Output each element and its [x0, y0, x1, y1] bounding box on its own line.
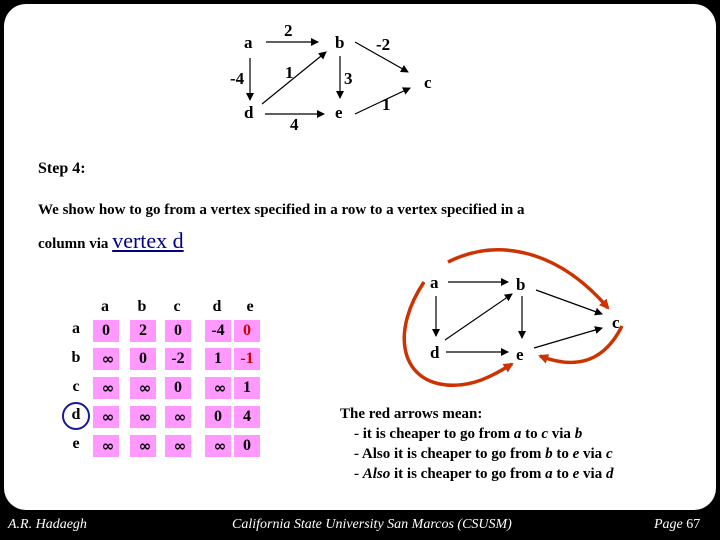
col-header-d: d — [212, 298, 222, 315]
col-header-e: e — [246, 298, 254, 315]
r-edge-db — [445, 294, 512, 340]
matrix-cell-e-b: ∞ — [130, 435, 156, 457]
step-label: Step 4: — [38, 160, 86, 177]
row-header-a: a — [72, 320, 80, 337]
footer-author: A.R. Hadaegh — [8, 517, 87, 532]
footer-page-label: Page — [654, 517, 683, 532]
vertex-d-label: vertex d — [112, 228, 184, 253]
matrix-cell-d-a: ∞ — [93, 406, 119, 428]
matrix-cell-c-a: ∞ — [93, 377, 119, 399]
footer-university: California State University San Marcos (CSUSM) — [232, 517, 512, 532]
explanation-title: The red arrows mean: — [340, 406, 483, 422]
matrix-cell-a-d: -4 — [205, 320, 231, 342]
red-arrow-b-to-e — [540, 326, 622, 363]
matrix-cell-d-e: 4 — [234, 406, 260, 428]
node-d: d — [244, 103, 254, 122]
col-header-c: c — [173, 298, 181, 315]
explanation-line1: - it is cheaper to go from a to c via b — [354, 426, 583, 442]
explanation-line2: - Also it is cheaper to go from b to e via c — [354, 446, 613, 462]
matrix-cell-d-c: ∞ — [165, 406, 191, 428]
r-node-c: c — [612, 313, 620, 332]
description-line1: We show how to go from a vertex specified in a row to a vertex specified in a — [38, 202, 525, 218]
node-a: a — [244, 33, 253, 52]
node-e: e — [335, 103, 343, 122]
matrix-cell-a-b: 2 — [130, 320, 156, 342]
row-header-b: b — [71, 349, 81, 366]
weight-ec: 1 — [382, 95, 391, 114]
r-node-d: d — [430, 343, 440, 362]
r-edge-ec — [534, 328, 602, 348]
node-c: c — [424, 73, 432, 92]
explanation-line3: - Also it is cheaper to go from a to e via d — [354, 466, 614, 482]
matrix-cell-c-e: 1 — [234, 377, 260, 399]
row-header-d: d — [71, 406, 81, 423]
matrix-cell-e-a: ∞ — [93, 435, 119, 457]
weight-ad: -4 — [230, 69, 245, 88]
col-header-a: a — [101, 298, 109, 315]
description-prefix: column via — [38, 236, 113, 252]
matrix-cell-b-c: -2 — [165, 348, 191, 370]
matrix-cell-c-b: ∞ — [130, 377, 156, 399]
col-header-b: b — [137, 298, 147, 315]
footer-page — [654, 517, 700, 533]
weight-de: 4 — [290, 115, 299, 134]
matrix-cell-a-a: 0 — [93, 320, 119, 342]
matrix-cell-d-d: 0 — [205, 406, 231, 428]
matrix-cell-a-e: 0 — [234, 320, 260, 342]
matrix-cell-e-c: ∞ — [165, 435, 191, 457]
matrix-cell-e-d: ∞ — [205, 435, 231, 457]
matrix-cell-c-d: ∞ — [205, 377, 231, 399]
r-node-a: a — [430, 273, 439, 292]
matrix-cell-a-c: 0 — [165, 320, 191, 342]
footer-page-number: 67 — [686, 517, 701, 532]
matrix-cell-b-d: 1 — [205, 348, 231, 370]
matrix-cell-b-e: -1 — [234, 348, 260, 370]
weight-ab: 2 — [284, 21, 293, 40]
matrix-cell-e-e: 0 — [234, 435, 260, 457]
matrix-cell-d-b: ∞ — [130, 406, 156, 428]
r-node-e: e — [516, 345, 524, 364]
weight-db: 1 — [285, 63, 294, 82]
r-node-b: b — [516, 275, 526, 294]
explanation — [340, 404, 613, 484]
row-header-c: c — [72, 378, 80, 395]
red-arrow-a-to-e — [404, 282, 512, 385]
weight-bc: -2 — [376, 35, 391, 54]
matrix-cell-c-c: 0 — [165, 377, 191, 399]
weight-be: 3 — [344, 69, 353, 88]
matrix-cell-b-b: 0 — [130, 348, 156, 370]
node-b: b — [335, 33, 345, 52]
red-arrow-a-to-c — [448, 250, 608, 308]
row-header-e: e — [72, 435, 80, 452]
matrix-cell-b-a: ∞ — [93, 348, 119, 370]
